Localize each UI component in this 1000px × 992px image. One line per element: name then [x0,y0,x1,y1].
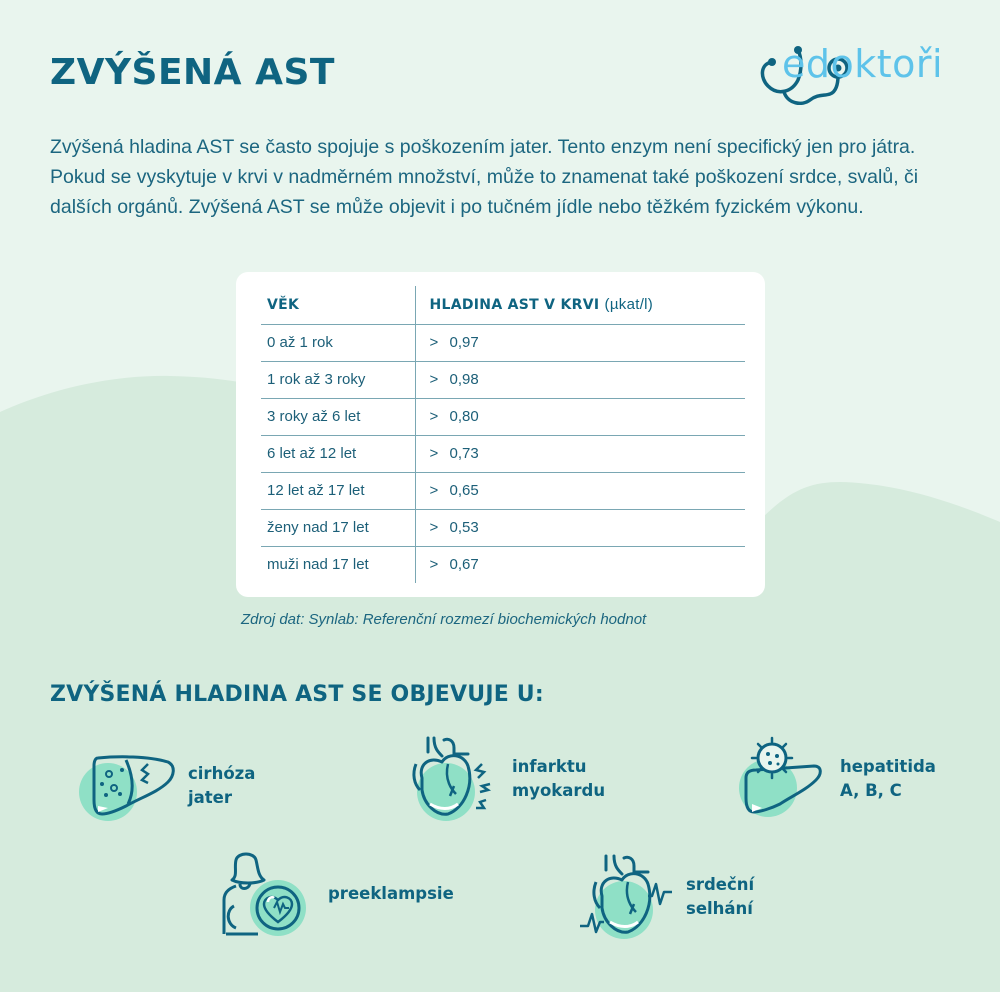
condition-hepatitis [730,734,936,824]
table-row [261,324,745,361]
table-header-row [261,286,745,324]
value-cell [415,546,745,583]
label-line: hepatitida [840,757,936,776]
edoktori-logo[interactable] [758,40,958,110]
intro-line: dalších orgánů. Zvýšená AST se může objevit i po tučném jídle nebo těžkém fyzickém výkonu. [50,196,864,218]
value-text: 0,97 [449,334,479,351]
label-line: preeklampsie [328,884,454,903]
intro-line: Zvýšená hladina AST se často spojuje s poškozením jater. Tento enzym není specifický jen pro játra. [50,136,916,158]
condition-heart-failure [576,852,754,942]
table-row [261,361,745,398]
condition-label [512,755,605,803]
label-line: srdeční [686,875,755,894]
conditions-heading: ZVÝŠENÁ HLADINA AST SE OBJEVUJE U: [50,682,544,707]
greater-than-sign: > [429,371,439,388]
age-cell: 12 let až 17 let [261,472,415,509]
heart-failure-icon [576,852,676,942]
value-cell [415,361,745,398]
logo-text: edoktoři [782,42,944,86]
condition-preeclampsia [218,850,454,938]
value-cell [415,435,745,472]
value-text: 0,98 [449,371,479,388]
greater-than-sign: > [429,482,439,499]
age-cell: muži nad 17 let [261,546,415,583]
intro-paragraph [50,132,970,222]
value-cell [415,398,745,435]
heart-attack-icon [408,734,502,824]
data-source-note: Zdroj dat: Synlab: Referenční rozmezí biochemických hodnot [241,611,647,628]
value-text: 0,53 [449,519,479,536]
greater-than-sign: > [429,445,439,462]
table-row [261,509,745,546]
age-cell: 6 let až 12 let [261,435,415,472]
condition-myocardial-infarction [408,734,605,824]
greater-than-sign: > [429,556,439,574]
greater-than-sign: > [429,334,439,351]
value-cell [415,509,745,546]
greater-than-sign: > [429,408,439,425]
column-header-age: VĚK [261,286,415,324]
label-line: cirhóza [188,764,256,783]
label-line: jater [188,788,233,807]
value-text: 0,80 [449,408,479,425]
value-cell [415,472,745,509]
liver-cirrhosis-icon [78,748,178,824]
label-line: infarktu [512,757,587,776]
pregnant-heart-icon [218,850,318,938]
reference-table-card [236,272,765,597]
age-cell: 0 až 1 rok [261,324,415,361]
value-text: 0,73 [449,445,479,462]
level-header-text: HLADINA AST V KRVI [429,297,600,314]
page-title: ZVÝŠENÁ AST [50,52,335,93]
table-row [261,546,745,583]
age-cell: ženy nad 17 let [261,509,415,546]
greater-than-sign: > [429,519,439,536]
label-line: A, B, C [840,781,902,800]
liver-virus-icon [730,734,830,824]
condition-label [686,873,754,921]
condition-label [328,882,454,906]
age-cell: 1 rok až 3 roky [261,361,415,398]
label-line: selhání [686,899,753,918]
table-row [261,472,745,509]
table-row [261,435,745,472]
condition-label [840,755,936,803]
table-row [261,398,745,435]
intro-line: Pokud se vyskytuje v krvi v nadměrném množství, může to znamenat také poškození srdce, svalů, či [50,166,919,188]
reference-table [261,286,745,583]
value-cell [415,324,745,361]
column-header-level [415,286,745,324]
label-line: myokardu [512,781,606,800]
age-cell: 3 roky až 6 let [261,398,415,435]
condition-cirrhosis [78,748,255,824]
value-text: 0,65 [449,482,479,499]
value-text: 0,67 [449,556,479,574]
unit-text: (µkat/l) [604,296,654,314]
condition-label [188,762,255,810]
